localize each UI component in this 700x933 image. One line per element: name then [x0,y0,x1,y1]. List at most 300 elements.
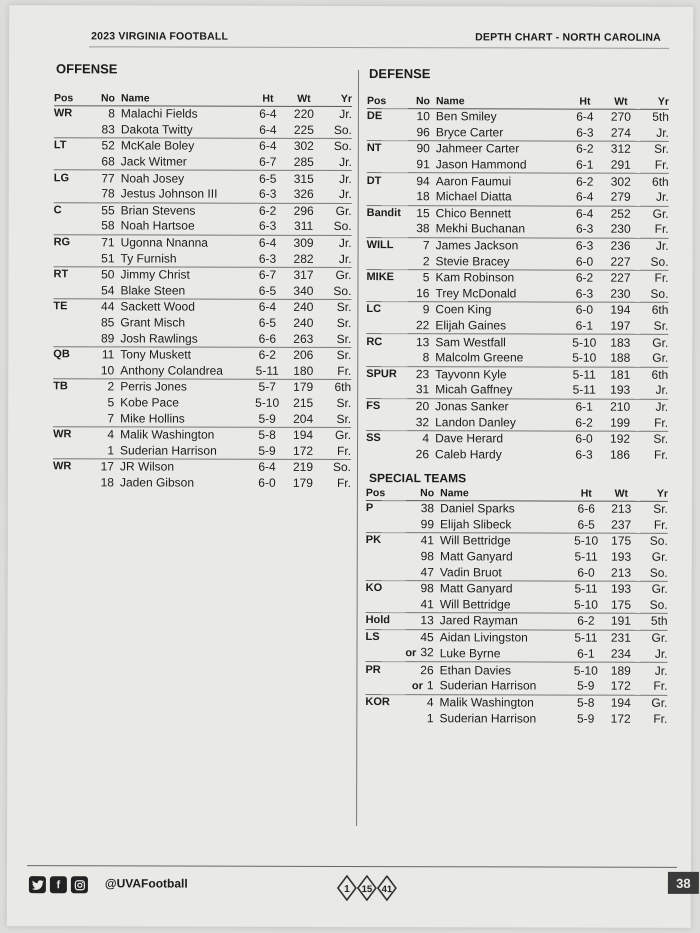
position-cell: SS [366,430,407,446]
year-cell: Jr. [323,235,352,251]
jersey-number-cell: 11 [91,347,120,363]
height-cell: 5-9 [577,679,595,694]
jersey-number-cell: 54 [101,283,115,298]
table-row [366,549,668,565]
player-name-cell: Jared Rayman [440,613,570,630]
height-cell: 6-4 [250,299,284,315]
col-no: No [406,486,440,501]
weight-cell: 220 [293,107,314,122]
table-row [366,517,668,534]
col-pos: Pos [366,486,406,501]
weight-cell: 172 [293,443,314,458]
weight-cell: 183 [601,334,639,350]
table-row [367,253,669,270]
player-name-cell: Aidan Livingston [440,629,570,645]
table-row [366,581,668,598]
table-row [54,170,352,187]
height-cell: 5-10 [569,662,602,678]
table-row [365,678,667,695]
jersey-number-cell: 51 [101,250,115,266]
jersey-number-cell: 50 [91,267,120,283]
weight-cell: 189 [602,663,639,679]
year-cell: Jr. [339,155,352,170]
weight-cell: 234 [610,646,631,661]
position-cell: Bandit [367,205,408,221]
position-cell: WR [53,459,91,475]
position-cell: LC [366,302,407,318]
table-row [53,283,351,300]
height-cell: 6-1 [577,646,595,661]
table-row [366,286,668,303]
player-name-cell: Daniel Sparks [440,501,515,516]
weight-cell: 186 [609,447,631,462]
table-row [366,533,668,550]
weight-cell: 274 [610,125,631,140]
player-name-cell: Jason Hammond [435,157,527,172]
table-row [367,109,669,126]
table-row [366,302,668,319]
player-name-cell: Elijah Slibeck [440,517,512,532]
height-cell: 6-4 [251,235,285,251]
weight-cell: 236 [602,238,640,254]
position-cell [366,350,407,366]
position-cell: PR [365,662,405,678]
col-name: Name [440,486,570,501]
weight-cell: 282 [293,251,314,266]
height-cell: 6-0 [567,302,601,318]
height-cell: 6-3 [575,447,593,462]
weight-cell: 193 [603,581,640,597]
table-row [53,443,351,460]
position-cell [366,286,407,302]
year-cell: Gr. [323,203,352,219]
player-name-cell: Jahmeer Carter [436,141,568,157]
height-cell: 6-2 [250,347,284,363]
player-name-cell: Suderian Harrison [439,678,537,693]
weight-cell: 237 [611,517,632,532]
jersey-number-cell: 2 [422,253,430,268]
player-name-cell: Trey McDonald [435,286,517,301]
position-cell: LS [366,629,406,645]
table-row [366,501,668,518]
position-cell [366,549,406,565]
year-cell: Fr. [639,270,668,286]
height-cell: 6-4 [251,138,285,154]
table-row [53,395,351,411]
jersey-number-cell: 18 [416,189,430,204]
height-cell: 5-11 [572,382,596,398]
jersey-number-cell: 38 [416,221,430,236]
player-name-cell: Stevie Bracey [435,253,510,269]
year-cell: So. [323,139,352,155]
weight-cell: 231 [603,630,640,646]
weight-cell: 215 [293,395,314,410]
jersey-number-cell [405,678,439,695]
position-cell [54,122,92,138]
year-cell: Fr. [654,415,669,430]
table-row [53,411,351,428]
weight-cell: 191 [603,613,640,630]
position-cell [54,154,92,170]
player-name-cell: Perris Jones [120,379,250,395]
position-cell [53,363,91,379]
jersey-number-cell: 8 [422,350,430,365]
year-cell: So. [649,565,668,580]
position-cell: PK [366,533,406,549]
player-name-cell: Grant Misch [120,315,186,330]
jersey-number-cell: 83 [101,122,115,137]
year-cell: Gr. [322,267,351,283]
position-cell [53,331,91,347]
table-row [53,475,351,491]
col-wt: Wt [603,487,640,502]
weight-cell: 213 [611,565,632,580]
height-cell: 6-4 [250,459,284,475]
jersey-number-cell: 94 [408,173,436,189]
jersey-number-cell: 98 [420,549,434,564]
position-cell [53,443,91,459]
player-name-cell: Blake Steen [120,283,186,298]
position-cell [53,411,91,427]
jersey-number-cell: 58 [101,218,115,233]
col-name: Name [121,91,251,106]
table-row [366,366,668,383]
year-cell: Sr. [653,318,669,333]
height-cell: 5-11 [569,581,602,597]
jersey-number-cell: 99 [420,517,435,532]
player-name-cell: Malachi Fields [120,106,198,121]
year-cell: Sr. [322,300,351,316]
height-cell: 6-3 [576,125,594,140]
offense-header-row [54,91,352,106]
year-cell: 6th [639,367,668,383]
jersey-number-cell: 77 [92,170,121,186]
weight-cell: 188 [610,350,631,365]
height-cell: 5-10 [569,533,602,549]
table-row [54,251,352,268]
position-cell: Hold [366,613,406,630]
year-cell: Jr. [323,171,352,187]
player-name-cell: Noah Josey [121,170,251,186]
player-name-cell: Chico Bennett [436,205,568,221]
col-yr: Yr [640,487,668,502]
player-name-cell: Noah Hartsoe [120,218,195,234]
year-cell: So. [333,283,352,298]
year-cell: So. [649,597,668,612]
height-cell: 5-10 [567,334,601,350]
jersey-number-cell: 7 [408,237,436,253]
jersey-number-cell: 96 [416,125,430,140]
height-cell: 6-1 [575,318,594,333]
player-name-cell: Malik Washington [440,695,570,711]
jersey-number-cell: 32 [415,414,430,429]
jersey-number-cell: 90 [408,141,436,157]
jersey-number-cell: 38 [420,501,435,516]
position-cell [366,597,406,613]
jersey-number-cell: 4 [405,695,439,711]
weight-cell: 181 [601,367,639,383]
player-name-cell: Jaden Gibson [119,475,195,490]
position-cell [367,221,408,237]
year-cell: Gr. [639,695,667,711]
position-cell: C [54,202,92,218]
jersey-number-cell: 98 [405,581,439,597]
height-cell: 6-6 [258,331,277,346]
player-name-cell: Ben Smiley [435,109,497,124]
position-cell [53,283,91,299]
player-name-cell: Malik Washington [120,427,250,443]
weight-cell: 227 [610,254,631,269]
table-row [367,221,669,238]
weight-cell: 210 [601,399,639,415]
year-cell: 6th [639,302,668,318]
jersey-number-cell: 26 [405,662,439,678]
player-name-cell: Bryce Carter [435,125,504,140]
table-row [366,597,668,614]
player-name-cell: Kobe Pace [120,395,179,410]
height-cell: 6-4 [568,206,602,222]
year-cell: Gr. [652,350,669,366]
height-cell: 6-3 [575,286,594,301]
weight-cell: 179 [284,379,322,395]
table-row [54,186,352,203]
position-cell [367,125,408,141]
weight-cell: 302 [602,174,640,190]
year-cell: Sr. [336,331,352,346]
height-cell: 6-0 [258,475,276,490]
table-row [54,234,352,251]
height-cell: 5-8 [250,427,284,443]
player-name-cell: Mekhi Buchanan [435,221,526,236]
position-cell [367,189,408,205]
depth-chart-page [7,5,693,928]
player-name-cell: Caleb Hardy [435,446,502,462]
position-cell [366,414,407,430]
height-cell: 5-8 [569,695,602,711]
twitter-icon[interactable] [29,876,46,893]
weight-cell: 340 [293,283,314,298]
jersey-number-cell: 52 [92,138,121,154]
player-name-cell: Ethan Davies [440,662,570,678]
weight-cell: 252 [602,206,640,222]
position-cell: WR [53,427,91,443]
instagram-icon[interactable] [71,876,88,893]
weight-cell: 302 [285,139,323,155]
position-cell [365,711,405,727]
weight-cell: 225 [293,122,314,137]
jersey-number-cell: 5 [107,395,115,410]
year-cell: Jr. [640,238,669,254]
player-name-cell: Vadin Bruot [439,564,502,580]
table-row [54,106,352,123]
table-row [365,711,667,727]
jersey-number-cell: 45 [405,629,439,645]
column-divider [356,70,359,826]
weight-cell: 263 [293,331,314,346]
position-cell [366,517,406,533]
col-ht: Ht [251,92,285,107]
player-name-cell: Micah Gaffney [435,382,513,397]
height-cell: 5-11 [574,549,598,564]
jersey-number-cell: 4 [407,431,435,447]
jersey-number-cell: 41 [406,533,440,549]
jersey-number-cell: 15 [408,205,436,221]
player-name-cell: Will Bettridge [439,597,511,612]
position-cell: QB [53,347,91,363]
weight-cell: 279 [610,189,631,204]
col-yr: Yr [323,92,352,107]
jersey-number-cell: 17 [91,459,120,475]
player-name-cell: Aaron Faumui [436,173,568,189]
weight-cell: 193 [611,549,632,564]
position-cell: LG [54,170,92,186]
year-cell: Gr. [651,549,668,564]
weight-cell: 312 [602,141,640,157]
player-name-cell: Brian Stevens [121,202,251,218]
jersey-number-cell: 55 [92,202,121,218]
table-row [366,398,668,415]
weight-cell: 175 [603,533,640,549]
logo-number: 1 [344,883,350,896]
year-cell: Fr. [654,447,669,462]
jersey-number-cell: 1 [426,711,434,726]
weight-cell: 240 [293,315,314,330]
height-cell: 6-3 [568,238,602,254]
player-name-cell: Jimmy Christ [120,267,250,283]
height-cell: 6-7 [250,267,284,283]
table-row [366,382,668,399]
position-cell: RC [366,334,407,350]
jersey-number-cell: 47 [420,564,434,579]
jersey-number: 32 [420,645,434,660]
position-cell [365,678,405,695]
position-cell [365,645,405,662]
player-name-cell: Malcolm Greene [435,350,524,365]
weight-cell: 193 [610,383,631,398]
player-name-cell: Coen King [435,302,567,318]
col-yr: Yr [640,95,669,110]
height-cell: 6-6 [577,501,595,516]
table-row [53,459,351,476]
weight-cell: 194 [601,302,639,318]
jersey-number-cell: 85 [100,315,115,330]
player-name-cell: JR Wilson [120,459,250,475]
weight-cell: 172 [610,679,631,694]
facebook-icon[interactable]: f [50,876,67,893]
table-row [53,347,351,364]
year-cell: Fr. [653,711,668,726]
player-name-cell: Mike Hollins [120,410,185,426]
weight-cell: 311 [294,219,314,234]
year-cell: Gr. [639,581,667,597]
year-cell: Gr. [639,335,668,351]
jersey-number-cell: 13 [407,334,435,350]
height-cell: 5-9 [576,711,595,726]
position-cell [367,157,408,173]
social-icons [29,876,88,893]
table-row [366,629,668,646]
table-row [367,205,669,222]
jersey-number-cell: 22 [415,318,430,333]
position-cell: FS [366,398,407,414]
player-name-cell: Jack Witmer [120,154,187,169]
weight-cell: 180 [293,363,314,378]
position-cell [366,564,406,580]
year-cell: Fr. [654,222,669,237]
height-cell: 6-0 [577,565,595,580]
jersey-number-cell: 5 [407,270,435,286]
table-row [366,269,668,286]
height-cell: 6-0 [567,431,601,447]
jersey-number-cell: 20 [407,398,435,414]
weight-cell: 175 [610,597,632,612]
year-cell: Gr. [322,427,351,443]
player-name-cell: McKale Boley [121,138,251,154]
table-row [53,267,351,284]
table-row [365,645,667,662]
table-row [53,331,351,348]
jersey-number-cell: 10 [100,363,115,378]
table-row [53,363,351,380]
weight-cell: 326 [293,187,314,202]
player-name-cell: Will Bettridge [440,533,570,549]
jersey-number-cell: 44 [91,299,120,315]
table-row [366,447,668,463]
table-row [366,414,668,431]
height-cell: 5-10 [255,395,280,410]
table-row [54,138,352,155]
year-cell: 5th [639,613,667,630]
player-name-cell: Anthony Colandrea [120,363,224,378]
position-cell: DE [366,110,383,123]
position-cell: KO [366,581,406,597]
header-subtitle: DEPTH CHART - NORTH CAROLINA [475,31,661,44]
social-handle[interactable]: @UVAFootball [104,876,188,891]
player-name-cell: Josh Rawlings [120,331,198,346]
year-cell: Jr. [655,383,669,398]
year-cell: Gr. [639,630,667,646]
height-cell: 6-3 [575,222,594,237]
weight-cell: 291 [610,157,631,172]
year-cell: Fr. [654,157,669,172]
jersey-number: 1 [426,678,434,693]
year-cell: Gr. [640,206,669,222]
weight-cell: 227 [601,270,639,286]
player-name-cell: Jonas Sanker [435,398,567,414]
table-row [53,427,351,444]
height-cell: 6-3 [259,187,277,202]
weight-cell: 179 [292,475,313,490]
year-cell: Fr. [337,443,352,458]
height-cell: 6-2 [568,173,602,189]
position-cell: MIKE [366,269,407,285]
player-name-cell: Kam Robinson [435,270,567,286]
position-cell [367,253,408,269]
position-cell: KOR [365,694,405,710]
col-pos: Pos [367,94,408,109]
weight-cell: 270 [610,109,631,125]
logo-number: 15 [361,884,373,896]
weight-cell: 213 [611,501,632,517]
height-cell: 6-5 [258,315,277,330]
position-cell: NT [367,141,408,157]
height-cell: 6-4 [576,109,594,124]
height-cell: 6-1 [567,399,601,415]
year-cell: Jr. [339,187,352,202]
col-wt: Wt [285,92,323,107]
height-cell: 5-11 [567,367,601,383]
jersey-number-cell: 2 [91,379,120,395]
